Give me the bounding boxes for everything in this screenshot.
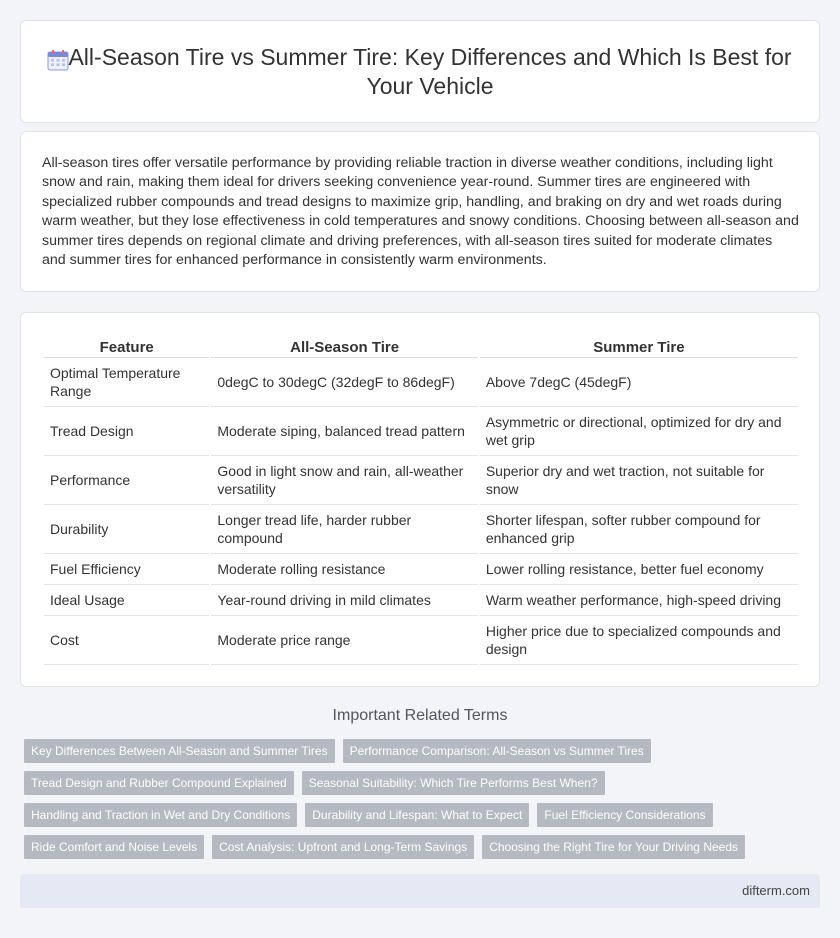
related-term-tag[interactable]: Key Differences Between All-Season and Summer Tires <box>24 739 335 763</box>
table-cell: Shorter lifespan, softer rubber compound for enhanced grip <box>480 505 798 554</box>
table-cell: Good in light snow and rain, all-weather versatility <box>211 456 477 505</box>
table-cell: Ideal Usage <box>44 585 209 616</box>
table-row <box>44 585 798 616</box>
table-row <box>44 407 798 456</box>
header-summer: Summer Tire <box>480 334 798 358</box>
table-cell: Fuel Efficiency <box>44 554 209 585</box>
table-row <box>44 456 798 505</box>
table-cell: Optimal Temperature Range <box>44 358 209 407</box>
summary-paragraph: All-season tires offer versatile performance by providing reliable traction in diverse weather conditions, including light snow and rain, making them ideal for drivers seeking convenience year-round. Summer tires are engineered with specialized rubber compounds and tread designs to maximize grip, handling, and braking on dry and wet roads during warm weather, but they lose effectiveness in cold temperatures and snowy conditions. Choosing between all-season and summer tires depends on regional climate and driving preferences, with all-season tires suited for moderate climates and summer tires for enhanced performance in consistently warm environments. <box>42 155 799 269</box>
table-cell: Asymmetric or directional, optimized for dry and wet grip <box>480 407 798 456</box>
related-term-tag[interactable]: Tread Design and Rubber Compound Explained <box>24 771 294 795</box>
related-term-tag[interactable]: Performance Comparison: All-Season vs Summer Tires <box>343 739 651 763</box>
table-cell: Moderate siping, balanced tread pattern <box>211 407 477 456</box>
header-all-season: All-Season Tire <box>211 334 477 358</box>
table-cell: Warm weather performance, high-speed driving <box>480 585 798 616</box>
table-cell: Year-round driving in mild climates <box>211 585 477 616</box>
summary-card <box>20 131 820 292</box>
related-term-tag[interactable]: Choosing the Right Tire for Your Driving Needs <box>482 835 745 859</box>
table-cell: Durability <box>44 505 209 554</box>
related-term-tag[interactable]: Ride Comfort and Noise Levels <box>24 835 204 859</box>
table-row <box>44 554 798 585</box>
table-cell: 0degC to 30degC (32degF to 86degF) <box>211 358 477 407</box>
table-cell: Moderate rolling resistance <box>211 554 477 585</box>
table-row <box>44 505 798 554</box>
related-terms-list <box>24 739 824 867</box>
related-term-tag[interactable]: Handling and Traction in Wet and Dry Conditions <box>24 803 297 827</box>
footer <box>20 874 820 908</box>
footer-site-link[interactable]: difterm.com <box>742 883 810 898</box>
related-term-tag[interactable]: Cost Analysis: Upfront and Long-Term Savings <box>212 835 474 859</box>
title-card <box>20 20 820 123</box>
table-cell: Above 7degC (45degF) <box>480 358 798 407</box>
table-cell: Longer tread life, harder rubber compound <box>211 505 477 554</box>
page-title: All-Season Tire vs Summer Tire: Key Differences and Which Is Best for Your Vehicle <box>68 44 792 99</box>
table-cell: Performance <box>44 456 209 505</box>
comparison-card <box>20 312 820 687</box>
table-cell: Superior dry and wet traction, not suitable for snow <box>480 456 798 505</box>
comparison-table <box>42 334 800 665</box>
table-cell: Tread Design <box>44 407 209 456</box>
table-row <box>44 358 798 407</box>
table-header-row <box>44 334 798 358</box>
table-cell: Higher price due to specialized compounds and design <box>480 616 798 665</box>
table-cell: Moderate price range <box>211 616 477 665</box>
related-term-tag[interactable]: Fuel Efficiency Considerations <box>537 803 712 827</box>
header-feature: Feature <box>44 334 209 358</box>
related-term-tag[interactable]: Durability and Lifespan: What to Expect <box>305 803 529 827</box>
table-cell: Cost <box>44 616 209 665</box>
related-terms-heading: Important Related Terms <box>332 707 508 724</box>
related-term-tag[interactable]: Seasonal Suitability: Which Tire Performs Best When? <box>302 771 605 795</box>
table-row <box>44 616 798 665</box>
table-cell: Lower rolling resistance, better fuel economy <box>480 554 798 585</box>
